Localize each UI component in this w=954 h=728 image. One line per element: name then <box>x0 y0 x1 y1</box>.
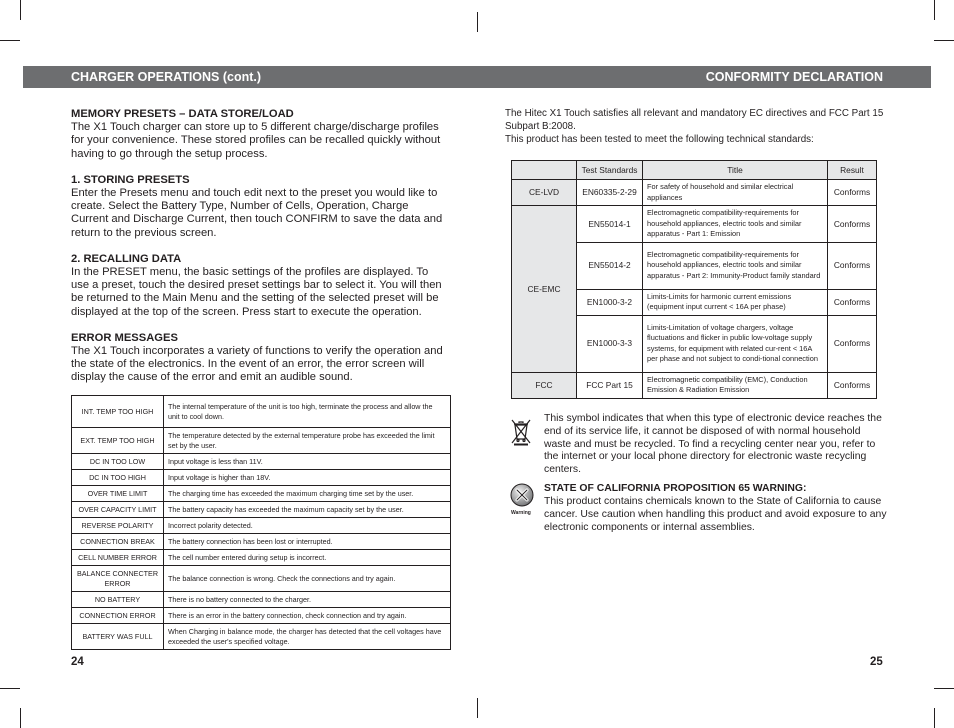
error-code: NO BATTERY <box>72 592 164 608</box>
storing-presets-heading: 1. STORING PRESETS <box>71 173 190 186</box>
page-number-left: 24 <box>71 656 84 668</box>
memory-presets-body: The X1 Touch charger can store up to 5 different charge/discharge profiles for your convenience. These stored profiles can be recalled quickly without having to go through the setup process. <box>71 121 441 160</box>
error-code: CONNECTION BREAK <box>72 534 164 550</box>
standard-cell: EN55014-1 <box>577 206 643 243</box>
memory-presets-heading: MEMORY PRESETS – DATA STORE/LOAD <box>71 108 294 120</box>
standard-cell: EN60335-2-29 <box>577 180 643 206</box>
error-code: OVER TIME LIMIT <box>72 486 164 502</box>
crop-mark <box>20 0 21 20</box>
title-cell: Electromagnetic compatibility (EMC), Conduction Emission & Radiation Emission <box>643 372 828 398</box>
storing-presets-body: Enter the Presets menu and touch edit next to the preset you would like to create. Select the Battery Type, Number of Cells, Operation, Charge Current and Discharge Current, then touch CONFIRM to save the data and return to the previous screen. <box>71 187 443 239</box>
recalling-data-heading: 2. RECALLING DATA <box>71 252 182 265</box>
result-cell: Conforms <box>828 242 877 289</box>
crop-mark <box>477 12 478 32</box>
page-number-right: 25 <box>870 656 883 668</box>
prop65-warning-icon <box>510 483 534 507</box>
table-row <box>72 534 451 550</box>
table-row <box>72 624 451 650</box>
table-row <box>72 486 451 502</box>
standards-table <box>511 160 877 399</box>
title-cell: Limits-Limitation of voltage chargers, voltage fluctuations and flicker in public low-voltage supply systems, for equipment with related cur-rent < 16A per phase and not subject to condi-tional connection <box>643 315 828 372</box>
table-row <box>72 396 451 428</box>
error-description: There is no battery connected to the charger. <box>164 592 451 608</box>
error-description: The internal temperature of the unit is too high, terminate the process and allow the unit to cool down. <box>164 396 451 428</box>
error-code: BATTERY WAS FULL <box>72 624 164 650</box>
crop-mark <box>934 40 954 41</box>
prop65-body: This product contains chemicals known to the State of California to cause cancer. Use caution when handling this product and avoid exposure to any electronic components or internal assemblies. <box>544 496 887 533</box>
error-code: OVER CAPACITY LIMIT <box>72 502 164 518</box>
title-cell: For safety of household and similar electrical appliances <box>643 180 828 206</box>
title-cell: Electromagnetic compatibility-requirements for household appliances, electric tools and similar apparatus - Part 1: Emission <box>643 206 828 243</box>
table-header-row <box>512 161 877 180</box>
error-code: CELL NUMBER ERROR <box>72 550 164 566</box>
left-column <box>71 108 445 385</box>
column-header-title: Title <box>643 161 828 180</box>
right-section-title: CONFORMITY DECLARATION <box>705 70 883 84</box>
error-code: REVERSE POLARITY <box>72 518 164 534</box>
recalling-data-body: In the PRESET menu, the basic settings of the profiles are displayed. To use a preset, touch the desired preset settings bar to select it. You will then be returned to the Main Menu and the setting of the selected preset will be displayed at the top of the screen. Press start to execute the operation. <box>71 266 442 318</box>
error-description: The battery capacity has exceeded the maximum capacity set by the user. <box>164 502 451 518</box>
group-ce-lvd: CE-LVD <box>512 180 577 206</box>
conformity-intro <box>505 108 885 146</box>
prop65-title: STATE OF CALIFORNIA PROPOSITION 65 WARNING: <box>544 483 807 494</box>
header-band <box>23 66 931 88</box>
conformity-intro-line-2: This product has been tested to meet the following technical standards: <box>505 133 814 145</box>
result-cell: Conforms <box>828 372 877 398</box>
error-code: EXT. TEMP TOO HIGH <box>72 428 164 454</box>
prop65-block <box>544 482 889 534</box>
crop-mark <box>934 0 935 20</box>
result-cell: Conforms <box>828 289 877 315</box>
error-description: Input voltage is higher than 18V. <box>164 470 451 486</box>
error-description: The cell number entered during setup is incorrect. <box>164 550 451 566</box>
error-code: DC IN TOO HIGH <box>72 470 164 486</box>
standard-cell: EN1000-3-2 <box>577 289 643 315</box>
table-row <box>72 566 451 592</box>
error-description: The balance connection is wrong. Check the connections and try again. <box>164 566 451 592</box>
crop-mark <box>934 688 954 689</box>
group-ce-emc: CE-EMC <box>512 206 577 373</box>
crop-mark <box>477 698 478 718</box>
column-header-result: Result <box>828 161 877 180</box>
column-header-standards: Test Standards <box>577 161 643 180</box>
table-row <box>72 608 451 624</box>
result-cell: Conforms <box>828 206 877 243</box>
table-row <box>72 454 451 470</box>
table-row <box>72 592 451 608</box>
table-row <box>72 518 451 534</box>
error-messages-table <box>71 395 451 650</box>
error-messages-body: The X1 Touch incorporates a variety of functions to verify the operation and the state of the electronics. In the event of an error, the error screen will display the cause of the error and emit an audible sound. <box>71 345 443 384</box>
error-code: INT. TEMP TOO HIGH <box>72 396 164 428</box>
crop-mark <box>934 708 935 728</box>
warning-icon-label: Warning <box>511 510 531 516</box>
result-cell: Conforms <box>828 315 877 372</box>
error-description: The battery connection has been lost or interrupted. <box>164 534 451 550</box>
group-fcc: FCC <box>512 372 577 398</box>
error-code: CONNECTION ERROR <box>72 608 164 624</box>
result-cell: Conforms <box>828 180 877 206</box>
standard-cell: EN55014-2 <box>577 242 643 289</box>
table-row <box>72 470 451 486</box>
error-code: DC IN TOO LOW <box>72 454 164 470</box>
error-description: There is an error in the battery connection, check connection and try again. <box>164 608 451 624</box>
table-row <box>512 180 877 206</box>
standard-cell: FCC Part 15 <box>577 372 643 398</box>
title-cell: Limits-Limits for harmonic current emissions (equipment input current < 16A per phase) <box>643 289 828 315</box>
table-row <box>512 206 877 243</box>
error-description: Incorrect polarity detected. <box>164 518 451 534</box>
empty-header-cell <box>512 161 577 180</box>
crop-mark <box>0 40 20 41</box>
weee-disposal-text: This symbol indicates that when this type of electronic device reaches the end of its service life, it cannot be disposed of with normal household waste and must be recycled. To find a recycling center near you, refer to the internet or your local phone directory for electronic waste recycling centers. <box>544 413 882 476</box>
table-row <box>72 550 451 566</box>
table-row <box>512 372 877 398</box>
table-row <box>72 502 451 518</box>
error-description: The temperature detected by the external temperature probe has exceeded the limit set by the user. <box>164 428 451 454</box>
conformity-intro-line-1: The Hitec X1 Touch satisfies all relevant and mandatory EC directives and FCC Part 15 Subpart B:2008. <box>505 108 884 132</box>
error-description: When Charging in balance mode, the charger has detected that the cell voltages have exceeded the user's specified voltage. <box>164 624 451 650</box>
table-row <box>72 428 451 454</box>
weee-crossed-bin-icon <box>510 418 532 446</box>
crop-mark <box>0 688 20 689</box>
error-description: Input voltage is less than 11V. <box>164 454 451 470</box>
crop-mark <box>20 708 21 728</box>
standard-cell: EN1000-3-3 <box>577 315 643 372</box>
error-code: BALANCE CONNECTER ERROR <box>72 566 164 592</box>
error-messages-heading: ERROR MESSAGES <box>71 331 178 344</box>
error-description: The charging time has exceeded the maximum charging time set by the user. <box>164 486 451 502</box>
title-cell: Electromagnetic compatibility-requirements for household appliances, electric tools and similar apparatus - Part 2: Immunity-Product family standard <box>643 242 828 289</box>
left-section-title: CHARGER OPERATIONS (cont.) <box>71 70 262 84</box>
